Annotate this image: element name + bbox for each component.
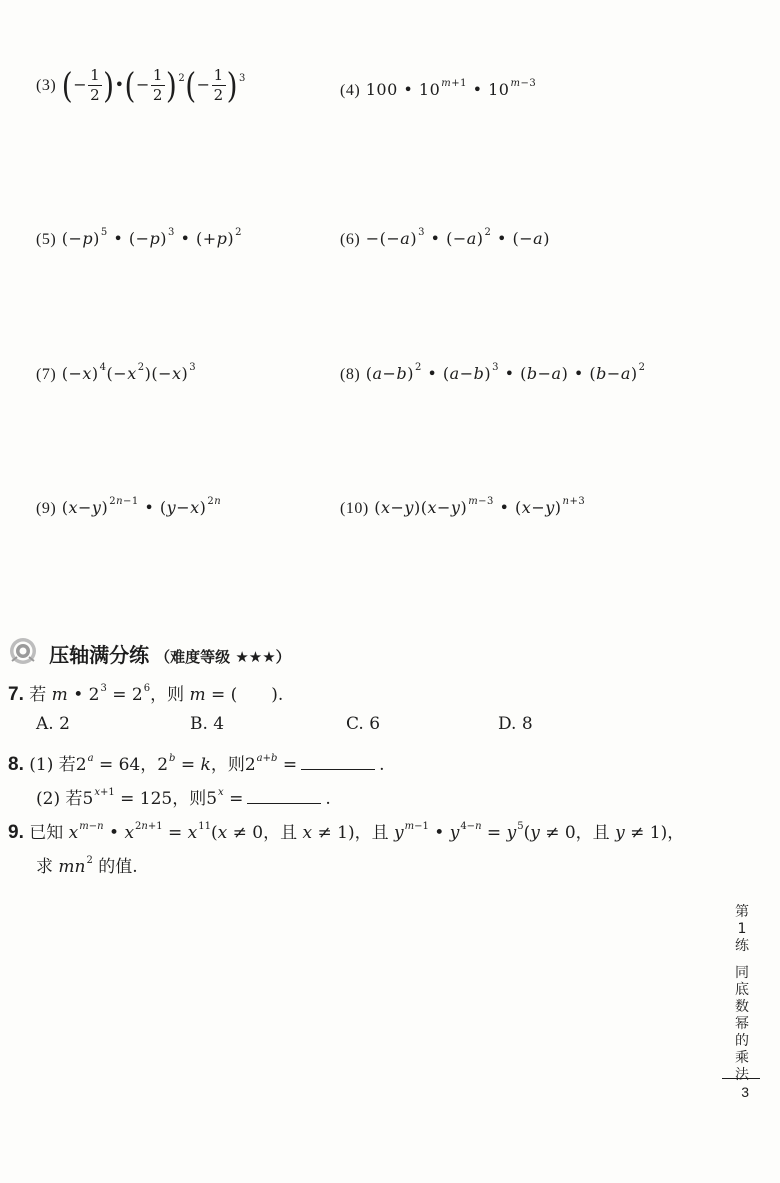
exercise-9: (9) $(x-y)^{2n-1}$ • $(y-x)^{2n}$ <box>36 496 222 517</box>
exercise-4: (4) 100 • $10^{m+1}$ • $10^{m-3}$ <box>340 78 537 99</box>
question-9: 9. 已知 $x^{m-n}$ • $x^{2n+1} = x^{11}(x \ne 0$，且 x ≠ 1)，且 $y^{m-1}$ • $y^{4-n} = y^5(y \ne 0$，且 y ≠ 1)， <box>8 821 685 843</box>
exercise-3: (3) (− $\frac{1}{2}$ )•(− $\frac{1}{2}$ )$^2$(− $\frac{1}{2}$ )$^3$ <box>36 64 246 106</box>
exercise-8: (8) $(a-b)^2$ • $(a-b)^3$ • (b−a) • $(b-a)^2$ <box>340 362 646 383</box>
exercise-label: (5) <box>36 231 57 248</box>
answer-blank[interactable] <box>301 757 375 770</box>
exercise-label: (8) <box>340 366 361 383</box>
exercise-label: (4) <box>340 82 361 99</box>
exercise-label: (10) <box>340 500 369 517</box>
exercise-label: (7) <box>36 366 57 383</box>
exercise-5: (5) $(-p)^5$ • $(-p)^3$ • $(+p)^2$ <box>36 227 243 248</box>
target-icon <box>8 636 38 670</box>
lesson-label: 第1练 <box>735 904 749 954</box>
question-number: 7. <box>8 684 24 705</box>
difficulty-label: （难度等级 ★★★） <box>155 647 291 666</box>
option-a: A. 2 <box>36 714 70 734</box>
option-d: D. 8 <box>498 714 533 734</box>
exercise-label: (6) <box>340 231 361 248</box>
section-title: 压轴满分练 <box>49 642 150 667</box>
question-8-part-1: 8. (1) 若$2^a = 64$，$2^b = k$，则$2^{a+b}$ = . <box>8 753 385 775</box>
exercise-10: (10) $(x-y)(x-y)^{m-3}$ • $(x-y)^{n+3}$ <box>340 496 586 517</box>
option-c: C. 6 <box>346 714 381 734</box>
exercise-label: (3) <box>36 77 57 94</box>
exercise-6: $(6) -(-a)^3$ • $(-a)^2$ • (−a) <box>340 227 550 248</box>
question-9-line-2: 求 $mn^2$ 的值. <box>36 855 138 877</box>
answer-blank[interactable] <box>247 791 321 804</box>
exercise-expression: 100 • 10 <box>365 80 441 99</box>
exercise-7: (7) $(-x)^4(-x^2)(-x)^3$ <box>36 362 197 383</box>
question-7: 7. 若 m • $2^3 = 2^6$，则 m = ( ). <box>8 683 284 705</box>
exercise-label: (9) <box>36 500 57 517</box>
question-number: 9. <box>8 822 24 843</box>
topic-label: 同底数幂的乘法 <box>735 965 749 1083</box>
option-b: B. 4 <box>190 714 225 734</box>
question-8-part-2: (2) 若$5^{x+1} = 125$，则$5^x$ = . <box>36 787 331 809</box>
question-number: 8. <box>8 754 24 775</box>
page-number: 3 <box>741 1084 749 1100</box>
section-header <box>8 636 291 670</box>
divider <box>722 1078 760 1079</box>
chapter-side-tab <box>724 904 760 1084</box>
